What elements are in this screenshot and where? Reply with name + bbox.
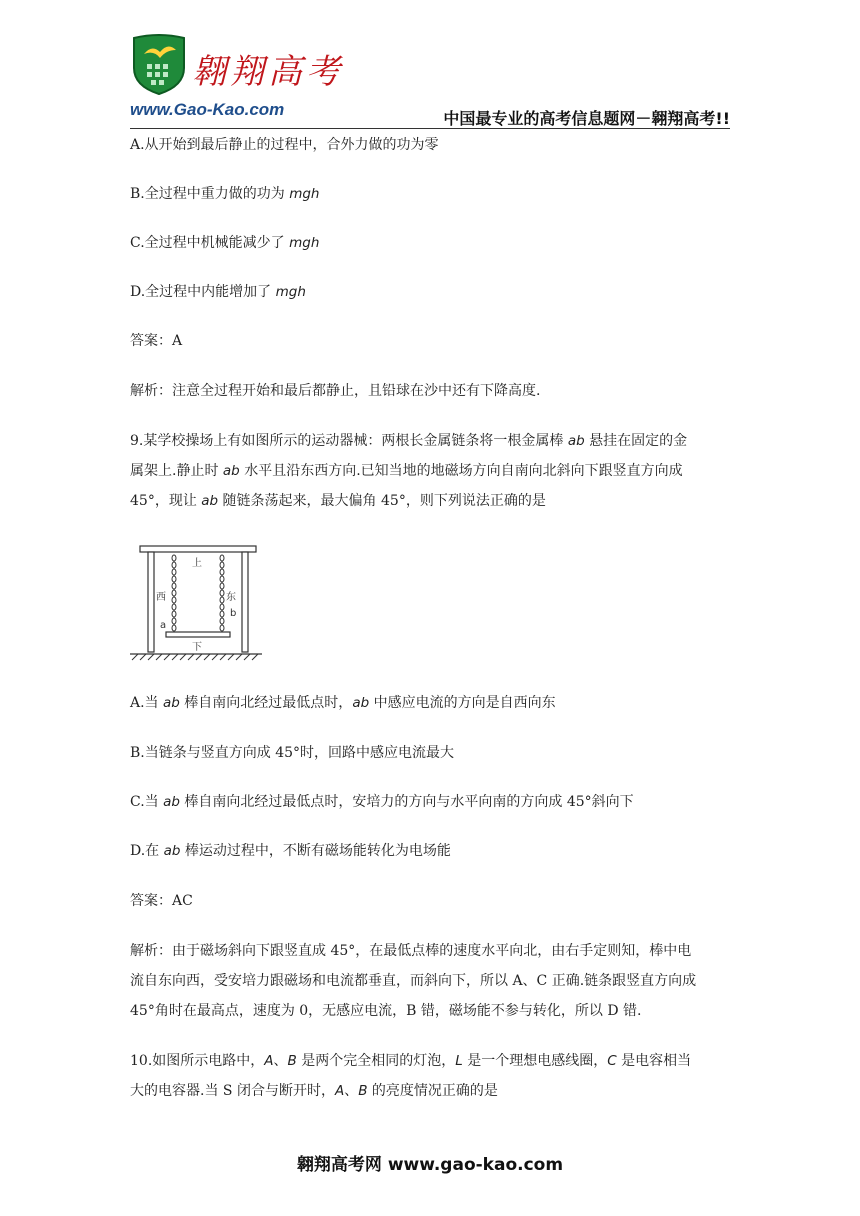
ground-hatch: [132, 654, 258, 660]
q9-option-b: B.当链条与竖直方向成 45°时，回路中感应电流最大: [130, 745, 455, 761]
q8-option-d: D.全过程中内能增加了 mgh: [130, 284, 306, 300]
q8-option-b: B.全过程中重力做的功为 mgh: [130, 186, 320, 202]
label-east: 东: [226, 592, 236, 603]
q9-analysis-line2: 流自东向西，受安培力跟磁场和电流都垂直，而斜向下，所以 A、C 正确.链条跟竖直方向成: [130, 973, 697, 989]
logo-shield-icon: [130, 34, 188, 96]
right-post: [242, 552, 248, 652]
left-post: [148, 552, 154, 652]
header-divider: [130, 128, 730, 129]
q8-answer: 答案：A: [130, 333, 183, 349]
top-beam: [140, 546, 256, 552]
q8-option-a: A.从开始到最后静止的过程中，合外力做的功为零: [130, 137, 439, 153]
logo-url[interactable]: www.Gao-Kao.com: [130, 100, 285, 119]
q8-analysis: 解析：注意全过程开始和最后都静止，且铅球在沙中还有下降高度.: [130, 383, 541, 399]
q8-option-c: C.全过程中机械能减少了 mgh: [130, 235, 320, 251]
left-chain: [172, 555, 176, 631]
q10-stem-line2: 大的电容器.当 S 闭合与断开时，A、B 的亮度情况正确的是: [130, 1083, 498, 1099]
q9-analysis-line1: 解析：由于磁场斜向下跟竖直成 45°，在最低点棒的速度水平向北，由右手定则知，棒中电: [130, 943, 692, 959]
right-chain: [220, 555, 224, 631]
q10-stem-line1: 10.如图所示电路中，A、B 是两个完全相同的灯泡，L 是一个理想电感线圈，C 是电容相当: [130, 1053, 692, 1069]
q9-stem-line3: 45°，现让 ab 随链条荡起来，最大偏角 45°，则下列说法正确的是: [130, 493, 546, 509]
label-west: 西: [156, 592, 166, 603]
q9-answer: 答案：AC: [130, 893, 193, 909]
label-b: b: [230, 608, 237, 619]
page-footer: 翱翔高考网 www.gao-kao.com: [296, 1155, 564, 1175]
q9-stem-line2: 属架上.静止时 ab 水平且沿东西方向.已知当地的地磁场方向自南向北斜向下跟竖直方向成: [130, 463, 683, 479]
q9-option-d: D.在 ab 棒运动过程中，不断有磁场能转化为电场能: [130, 843, 451, 859]
header-slogan: 中国最专业的高考信息题网－翱翔高考!!: [443, 109, 730, 128]
swing-apparatus-figure: [130, 538, 262, 663]
logo-title: 翱翔高考: [192, 52, 344, 92]
label-up: 上: [192, 558, 202, 569]
q9-option-c: C.当 ab 棒自南向北经过最低点时，安培力的方向与水平向南的方向成 45°斜向下: [130, 794, 634, 810]
q9-option-a: A.当 ab 棒自南向北经过最低点时，ab 中感应电流的方向是自西向东: [130, 695, 556, 711]
q9-analysis-line3: 45°角时在最高点，速度为 0，无感应电流，B 错，磁场能不参与转化，所以 D 错.: [130, 1003, 642, 1019]
metal-rod-ab: [166, 632, 230, 637]
label-down: 下: [192, 642, 202, 653]
page-header: [130, 30, 730, 130]
label-a: a: [160, 620, 167, 631]
q9-stem-line1: 9.某学校操场上有如图所示的运动器械：两根长金属链条将一根金属棒 ab 悬挂在固定的金: [130, 433, 688, 449]
